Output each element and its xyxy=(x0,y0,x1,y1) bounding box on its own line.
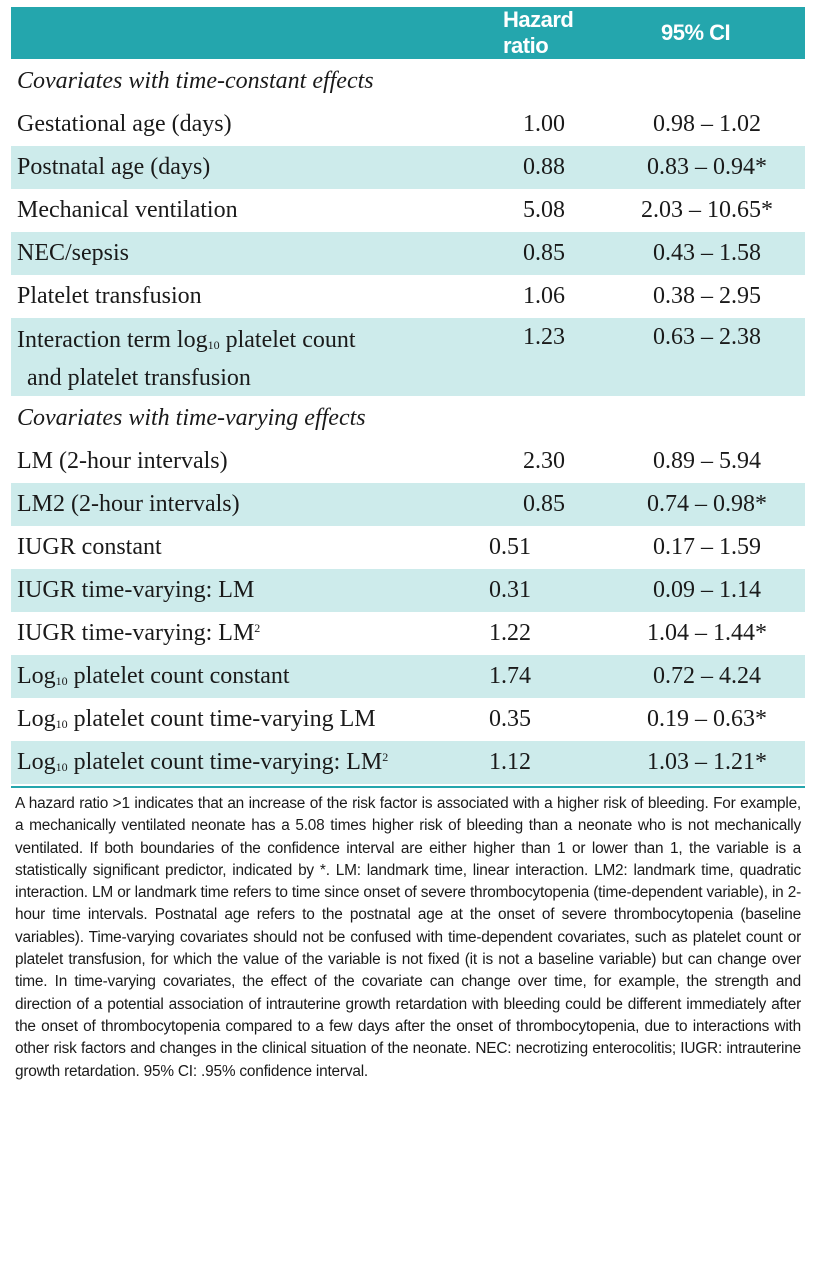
table-row xyxy=(11,741,805,784)
row-ci: 0.98 – 1.02 xyxy=(653,111,761,137)
row-label: Mechanical ventilation xyxy=(17,197,238,223)
row-ci: 0.89 – 5.94 xyxy=(653,448,761,474)
row-label: Platelet transfusion xyxy=(17,283,202,309)
subscript-10: 10 xyxy=(207,338,220,352)
table-row xyxy=(11,440,805,483)
row-label-prefix: Log xyxy=(17,749,56,775)
table-row xyxy=(11,612,805,655)
row-label: IUGR time-varying: LM xyxy=(11,569,473,612)
row-label-prefix: Log xyxy=(17,663,56,689)
row-label-rest: platelet count time-varying LM xyxy=(67,706,376,732)
row-ci: 0.83 – 0.94* xyxy=(615,146,805,189)
row-hazard-ratio: 2.30 xyxy=(523,448,565,474)
row-label: LM (2-hour intervals) xyxy=(17,448,228,474)
header-hazard-ratio: Hazard ratio xyxy=(503,7,574,58)
table-row xyxy=(11,655,805,698)
row-hazard-ratio: 0.88 xyxy=(473,146,615,189)
table-header-row xyxy=(11,7,805,59)
superscript-2: 2 xyxy=(382,750,389,764)
superscript-2: 2 xyxy=(254,621,261,635)
row-label xyxy=(11,698,473,741)
row-hazard-ratio: 0.51 xyxy=(489,534,531,560)
row-ci: 0.38 – 2.95 xyxy=(653,283,761,309)
table-row xyxy=(11,698,805,741)
table-row xyxy=(11,526,805,569)
row-ci: 1.04 – 1.44* xyxy=(647,620,767,646)
row-hazard-ratio: 1.12 xyxy=(473,741,615,784)
row-hazard-ratio: 0.85 xyxy=(473,483,615,526)
row-ci: 0.74 – 0.98* xyxy=(615,483,805,526)
row-label: IUGR constant xyxy=(17,534,162,560)
table-row xyxy=(11,189,805,232)
row-hazard-ratio: 1.06 xyxy=(523,283,565,309)
subscript-10: 10 xyxy=(55,760,68,774)
row-ci: 0.17 – 1.59 xyxy=(653,534,761,560)
row-label-rest: platelet count constant xyxy=(67,663,290,689)
row-label-part1: Interaction term log xyxy=(17,327,208,353)
section-title: Covariates with time-varying effects xyxy=(17,404,366,431)
section-row-varying xyxy=(11,396,805,440)
row-label-line2: and platelet transfusion xyxy=(27,365,251,391)
table-row xyxy=(11,146,805,189)
row-ci: 0.63 – 2.38 xyxy=(615,318,805,396)
row-label xyxy=(11,655,473,698)
row-label-rest: platelet count time-varying: LM xyxy=(67,749,383,775)
table-row-interaction xyxy=(11,318,805,396)
row-ci: 0.09 – 1.14 xyxy=(615,569,805,612)
header-label-cell xyxy=(11,7,473,59)
row-hazard-ratio: 0.31 xyxy=(473,569,615,612)
row-hazard-ratio: 0.35 xyxy=(489,706,531,732)
row-ci: 2.03 – 10.65* xyxy=(641,197,773,223)
row-hazard-ratio: 5.08 xyxy=(523,197,565,223)
row-ci: 0.72 – 4.24 xyxy=(615,655,805,698)
subscript-10: 10 xyxy=(55,674,68,688)
row-label xyxy=(11,612,473,655)
row-label: Gestational age (days) xyxy=(17,111,232,137)
row-label: NEC/sepsis xyxy=(11,232,473,275)
table-bottom-rule xyxy=(11,786,805,788)
table-row xyxy=(11,275,805,318)
header-ci: 95% CI xyxy=(661,20,731,45)
row-ci: 0.43 – 1.58 xyxy=(615,232,805,275)
section-title: Covariates with time-constant effects xyxy=(17,67,374,94)
row-ci: 0.19 – 0.63* xyxy=(647,706,767,732)
table-footnote: A hazard ratio >1 indicates that an increase of the risk factor is associated with a higher risk of bleeding. For example, a mechanically ventilated neonate has a 5.08 times higher risk of bleeding than a neonate who is not mechanically ventilated. If both boundaries of the confidence interval are either higher than 1 or lower than 1, the variable is a statistically significant predictor, indicated by *. LM: landmark time, linear interaction. LM2: landmark time, quadratic interaction. LM or landmark time refers to time since onset of severe thrombocytopenia (time-dependent variable), in 2-hour time intervals. Postnatal age refers to the postnatal age at the onset of severe thrombocytopenia (baseline variables). Time-varying covariates should not be confused with time-dependent covariates, such as platelet count or platelet transfusion, for which the value of the variable is not fixed (it is not a baseline variable) but can change over time. In time-varying covariates, the effect of the covariate can change over time, for example, the strength and direction of a potential association of intrauterine growth retardation with bleeding could be different immediately after the onset of thrombocytopenia compared to a few days after the onset of thrombocytopenia, due to interactions with other risk factors and changes in the clinical situation of the neonate. NEC: necrotizing enterocolitis; IUGR: intrauterine growth retardation. 95% CI: .95% confidence interval. xyxy=(15,795,801,1080)
hazard-ratio-table-wrapper xyxy=(11,7,805,784)
table-row xyxy=(11,483,805,526)
row-label: Postnatal age (days) xyxy=(11,146,473,189)
row-hazard-ratio: 0.85 xyxy=(473,232,615,275)
hazard-ratio-table xyxy=(11,7,805,784)
row-hazard-ratio: 1.22 xyxy=(489,620,531,646)
row-ci: 1.03 – 1.21* xyxy=(615,741,805,784)
table-row xyxy=(11,103,805,146)
row-label-prefix: Log xyxy=(17,706,56,732)
section-row-constant xyxy=(11,59,805,103)
row-label-line1 xyxy=(17,324,473,362)
row-hazard-ratio: 1.23 xyxy=(473,318,615,396)
row-label-part2: platelet count xyxy=(219,327,356,353)
subscript-10: 10 xyxy=(55,717,68,731)
table-row xyxy=(11,569,805,612)
row-hazard-ratio: 1.74 xyxy=(473,655,615,698)
row-label xyxy=(11,741,473,784)
row-hazard-ratio: 1.00 xyxy=(523,111,565,137)
row-label: LM2 (2-hour intervals) xyxy=(11,483,473,526)
row-label-text: IUGR time-varying: LM xyxy=(17,620,255,646)
table-row xyxy=(11,232,805,275)
row-label xyxy=(11,318,473,396)
